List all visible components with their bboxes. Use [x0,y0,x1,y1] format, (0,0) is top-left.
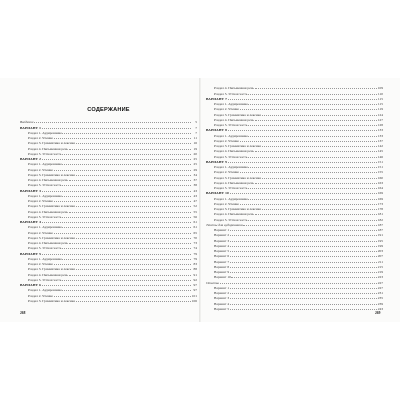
toc-entry-label: Раздел 3. Грамматика и лексика [214,175,262,180]
toc-entry-label: Вариант 2 [214,291,230,296]
toc-entry-page-number: 187 [377,222,383,227]
toc-entry-page-number: 133 [377,128,383,133]
toc-entry-label: Раздел 1. Аудирование [28,288,62,293]
toc-entry-page-number: 169 [377,196,383,201]
dot-leader [42,250,192,254]
dot-leader [230,227,377,231]
toc-entry-label: Раздел 5. Устная часть [28,183,62,188]
toc-entry-label: Раздел 2. Чтение [28,293,53,298]
dot-leader [231,274,377,278]
dot-leader [240,169,378,173]
dot-leader [76,235,192,239]
toc-entry-page-number: 227 [377,285,383,290]
dot-leader [42,282,192,286]
toc-entry-page-number: 219 [377,270,383,275]
dot-leader [228,159,378,163]
dot-leader [230,264,377,268]
dot-leader [62,193,191,197]
toc-entry-page-number: 16 [193,141,197,146]
dot-leader [62,130,191,134]
dot-leader [240,138,378,142]
toc-entry-label: Раздел 1. Аудирование [214,165,248,170]
dot-leader [76,266,192,270]
dot-leader [69,240,192,244]
toc-entry-label: Раздел 4. Письменная речь [214,117,254,122]
dot-leader [230,232,377,236]
toc-entry-page-number: 227 [377,280,383,285]
toc-entry-page-number: 61 [193,225,197,230]
dot-leader [62,161,191,165]
toc-entry-page-number: 178 [377,207,383,212]
toc-entry-label: Раздел 5. Устная часть [28,214,62,219]
toc-entry-label: Вариант 1 [214,228,230,233]
dot-leader [240,201,378,205]
dot-leader [262,174,378,178]
toc-entry-page-number: 169 [377,191,383,196]
toc-entry-page-number: 79 [193,256,197,261]
toc-entry-page-number: 195 [377,238,383,243]
toc-entry-label: Раздел 4. Письменная речь [214,86,254,91]
dot-leader [262,111,378,115]
dot-leader [62,224,191,228]
dot-leader [69,177,192,181]
toc-entry-page-number: 101 [191,293,197,298]
toc-entry-page-number: 223 [377,275,383,280]
page-number: 268 [20,311,26,315]
dot-leader [42,124,192,128]
dot-leader [230,306,377,310]
dot-leader [248,185,377,189]
toc-entry-label: Раздел 2. Чтение [214,138,239,143]
toc-entry-label: Вариант 3 [214,296,230,301]
toc-entry [206,306,383,311]
dot-leader [248,90,377,94]
toc-entry [20,298,197,303]
dot-leader [62,245,191,249]
dot-leader [69,271,192,275]
toc-entry-label: ВАРИАНТ 7 [206,96,228,101]
toc-entry-page-number: 133 [377,133,383,138]
toc-entry-label: Вариант 8 [214,264,230,269]
toc-entry-label: Раздел 4. Письменная речь [214,149,254,154]
toc-entry-label: Раздел 1. Аудирование [214,196,248,201]
toc-entry-page-number: 47 [193,199,197,204]
toc-entry-page-number: 164 [377,186,383,191]
toc-entry-page-number: 92 [193,277,197,282]
toc-entry-label: Вариант 10 [214,275,231,280]
dot-leader [228,127,378,131]
dot-leader [255,117,378,121]
dot-leader [262,206,378,210]
dot-leader [228,96,378,100]
toc-entry-label: Вариант 4 [214,243,230,248]
dot-leader [76,203,192,207]
dot-leader [248,122,377,126]
toc-entry-page-number: 74 [193,246,197,251]
toc-entry-label: Раздел 1. Аудирование [214,133,248,138]
toc-entry-page-number: 119 [377,107,383,112]
dot-leader [255,148,378,152]
toc-entry-page-number: 70 [193,235,197,240]
toc-entry-label: Раздел 4. Письменная речь [28,241,68,246]
dot-leader [34,119,191,123]
dot-leader [54,166,192,170]
toc-entry-label: Раздел 4. Письменная речь [28,272,68,277]
toc-entry-label: Раздел 5. Устная часть [214,217,248,222]
toc-entry-label: Раздел 2. Чтение [214,170,239,175]
toc-entry-page-number: 52 [193,204,197,209]
toc-entry-label: Раздел 1. Аудирование [28,225,62,230]
toc-entry-page-number: 142 [377,144,383,149]
toc-entry-page-number: 231 [377,291,383,296]
toc-entry-page-number: 215 [377,264,383,269]
toc-entry-page-number: 109 [377,86,383,91]
toc-entry-page-number: 115 [377,102,383,107]
toc-entry-page-number: 163 [377,180,383,185]
toc-entry-label: Раздел 3. Грамматика и лексика [28,141,76,146]
toc-entry-label: Вариант 2 [214,233,230,238]
dot-leader [42,156,192,160]
toc-entry-label: Раздел 5. Устная часть [28,277,62,282]
toc-entry-page-number: 43 [193,193,197,198]
dot-leader [248,132,377,136]
dot-leader [248,164,377,168]
toc-entry-label: Раздел 2. Чтение [28,262,53,267]
dot-leader [240,106,378,110]
toc-entry-label: Раздел 1. Аудирование [28,256,62,261]
right-page [206,85,383,311]
dot-leader [262,143,378,147]
toc-entry-page-number: 207 [377,254,383,259]
toc-entry-label: Раздел 3. Грамматика и лексика [214,112,262,117]
toc-entry-page-number: 25 [193,157,197,162]
toc-entry-label: Раздел 3. Грамматика и лексика [28,298,76,303]
dot-leader [62,214,191,218]
dot-leader [62,277,191,281]
toc-entry-page-number: 203 [377,249,383,254]
toc-entry-page-number: 97 [193,288,197,293]
toc-entry-label: Раздел 3. Грамматика и лексика [28,172,76,177]
dot-leader [230,190,378,194]
dot-leader [54,229,192,233]
toc-entry-label: Вариант 5 [214,306,230,311]
toc-entry-label: Раздел 4. Письменная речь [214,180,254,185]
toc-entry-page-number: 211 [377,259,383,264]
toc-entry-page-number: 43 [193,188,197,193]
dot-leader [230,300,377,304]
toc-entry-label: Вариант 3 [214,238,230,243]
toc-entry-page-number: 127 [377,117,383,122]
toc-entry-label: ВАРИАНТ 8 [206,128,228,133]
toc-entry-page-number: 19 [193,146,197,151]
dot-leader [248,101,377,105]
toc-entry-page-number: 61 [193,220,197,225]
dot-leader [230,248,377,252]
dot-leader [248,153,377,157]
toc-entry-label: Раздел 2. Чтение [214,107,239,112]
toc-entry-page-number: 155 [377,170,383,175]
toc-entry-label: Введение [20,120,34,125]
toc-entry-page-number: 124 [377,112,383,117]
toc-entry-label: Вариант 6 [214,254,230,259]
toc-entry-page-number: 187 [377,228,383,233]
dot-leader [42,219,192,223]
dot-leader [230,237,377,241]
toc-entry-page-number: 56 [193,214,197,219]
toc-entry-label: Вариант 5 [214,249,230,254]
toc-entry-label: Раздел 1. Аудирование [28,130,62,135]
toc-entry-label: Раздел 2. Чтение [28,230,53,235]
dot-leader [248,195,377,199]
toc-entry-label: Вариант 7 [214,259,230,264]
dot-leader [54,292,192,296]
toc-entry-page-number: 191 [377,233,383,238]
toc-entry-page-number: 145 [377,149,383,154]
toc-entry-label: Раздел 5. Устная часть [214,186,248,191]
toc-entry-label: Раздел 2. Чтение [28,167,53,172]
toc-entry-page-number: 88 [193,267,197,272]
dot-leader [255,180,378,184]
toc-entry-page-number: 110 [377,91,383,96]
toc-entry-label: Раздел 3. Грамматика и лексика [28,235,76,240]
toc-entry-page-number: 11 [193,136,197,141]
toc-entry-page-number: 115 [377,96,383,101]
toc-entry-label: Раздел 3. Грамматика и лексика [28,204,76,209]
toc-entry-page-number: 199 [377,243,383,248]
page-title: СОДЕРЖАНИЕ [87,107,130,113]
toc-entry-label: Тексты для аудирования [206,222,243,227]
toc-entry-label: Ответы [206,280,219,285]
toc-entry-page-number: 243 [377,306,383,311]
dot-leader [62,287,191,291]
toc-entry-label: Раздел 5. Устная часть [214,91,248,96]
dot-leader [230,290,377,294]
dot-leader [243,222,377,226]
toc-entry-label: Раздел 3. Грамматика и лексика [28,267,76,272]
toc-entry-label: Раздел 5. Устная часть [214,154,248,159]
dot-leader [54,261,192,265]
toc-entry-page-number: 34 [193,172,197,177]
toc-entry-label: Раздел 1. Аудирование [28,162,62,167]
book-gutter [199,78,201,322]
toc-entry-label: Раздел 3. Грамматика и лексика [214,207,262,212]
toc-entry-page-number: 128 [377,123,383,128]
toc-entry-label: Вариант 4 [214,301,230,306]
dot-leader [255,211,378,215]
toc-entry-page-number: 151 [377,159,383,164]
toc-entry-label: Раздел 2. Чтение [28,136,53,141]
toc-entry-page-number: 29 [193,167,197,172]
dot-leader [76,298,192,302]
toc-entry-label: Раздел 5. Устная часть [28,246,62,251]
left-page [20,85,197,303]
dot-leader [230,285,377,289]
toc-entry-page-number: 106 [191,298,197,303]
dot-leader [76,140,192,144]
toc-entry-label: Раздел 1. Аудирование [28,193,62,198]
dot-leader [69,208,192,212]
toc-entry-label: Раздел 1. Аудирование [214,102,248,107]
toc-entry-page-number: 239 [377,301,383,306]
toc-entry-page-number: 7 [195,130,197,135]
dot-leader [230,253,377,257]
dot-leader [255,85,378,89]
toc-list [20,119,197,303]
toc-entry-page-number: 55 [193,209,197,214]
toc-entry-label: Раздел 5. Устная часть [214,123,248,128]
toc-entry-label: Раздел 4. Письменная речь [28,146,68,151]
dot-leader [230,243,377,247]
toc-entry-page-number: 25 [193,162,197,167]
toc-entry-label: ВАРИАНТ 4 [20,220,42,225]
dot-leader [230,269,377,273]
toc-entry-page-number: 235 [377,296,383,301]
toc-entry-page-number: 7 [195,125,197,130]
dot-leader [62,151,191,155]
dot-leader [220,279,378,283]
toc-entry-label: ВАРИАНТ 10 [206,191,229,196]
toc-entry-page-number: 151 [377,165,383,170]
toc-entry-label: Раздел 4. Письменная речь [214,212,254,217]
toc-entry-label: Вариант 1 [214,285,230,290]
toc-entry-page-number: 91 [193,272,197,277]
toc-entry-label: Раздел 4. Письменная речь [28,178,68,183]
toc-entry-label: Раздел 5. Устная часть [28,151,62,156]
toc-entry-page-number: 37 [193,178,197,183]
toc-entry-label: ВАРИАНТ 6 [20,283,42,288]
toc-entry-label: Раздел 2. Чтение [28,199,53,204]
toc-entry-page-number: 20 [193,151,197,156]
toc-entry-page-number: 38 [193,183,197,188]
toc-entry-label: Раздел 3. Грамматика и лексика [214,144,262,149]
toc-entry-label: ВАРИАНТ 2 [20,157,42,162]
dot-leader [54,198,192,202]
toc-entry-label: ВАРИАНТ 3 [20,188,42,193]
dot-leader [54,135,192,139]
toc-entry-page-number: 182 [377,217,383,222]
toc-entry-page-number: 5 [195,120,197,125]
toc-entry-page-number: 146 [377,154,383,159]
toc-entry-page-number: 73 [193,241,197,246]
toc-entry-label: ВАРИАНТ 5 [20,251,42,256]
toc-entry-label: ВАРИАНТ 9 [206,159,228,164]
toc-entry-page-number: 97 [193,283,197,288]
dot-leader [42,187,192,191]
toc-entry-page-number: 79 [193,251,197,256]
toc-entry-label: Вариант 9 [214,270,230,275]
toc-entry-page-number: 137 [377,138,383,143]
dot-leader [76,172,192,176]
dot-leader [230,295,377,299]
toc-entry-label: ВАРИАНТ 1 [20,125,42,130]
toc-entry-page-number: 181 [377,212,383,217]
toc-entry-label: Раздел 4. Письменная речь [28,209,68,214]
toc-entry-page-number: 160 [377,175,383,180]
toc-entry-page-number: 173 [377,201,383,206]
page-number: 269 [375,311,381,315]
dot-leader [230,258,378,262]
dot-leader [248,216,377,220]
dot-leader [62,256,191,260]
dot-leader [69,145,192,149]
toc-entry-label: Раздел 2. Чтение [214,201,239,206]
dot-leader [62,182,191,186]
toc-list [206,85,383,311]
toc-entry-page-number: 65 [193,230,197,235]
toc-entry-page-number: 83 [193,262,197,267]
